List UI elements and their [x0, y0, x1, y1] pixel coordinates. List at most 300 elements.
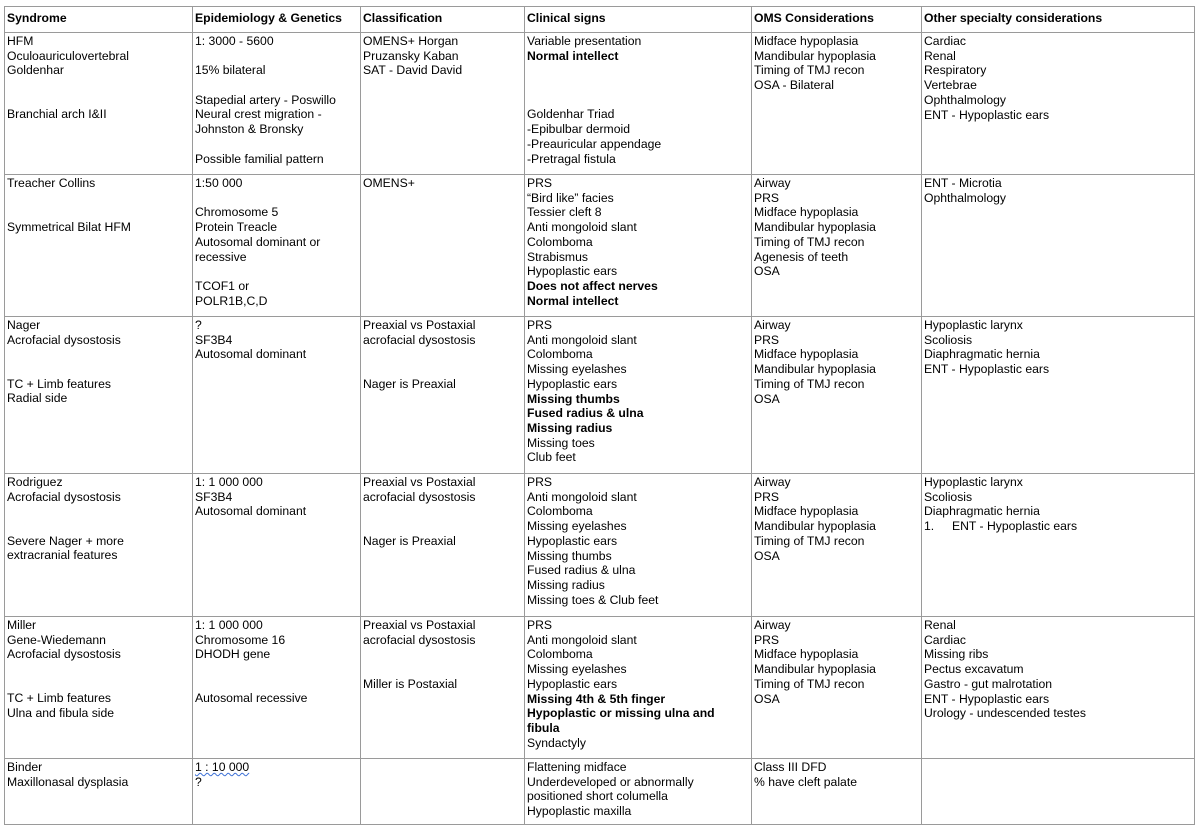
cell-text: Goldenhar — [7, 63, 64, 78]
cell-text: Acrofacial dysostosis — [7, 332, 121, 347]
table-row — [5, 317, 1195, 474]
cell-line — [527, 450, 749, 465]
cell-line — [527, 63, 749, 78]
cell-line — [924, 93, 1192, 108]
cell-text: Respiratory — [924, 63, 987, 78]
cell-line — [527, 333, 749, 348]
cell-line — [754, 633, 919, 648]
cell-line — [195, 691, 358, 706]
cell-text: Nager is Preaxial — [363, 376, 456, 391]
cell-text: POLR1B,C,D — [195, 293, 268, 308]
cell-text: ENT - Microtia — [924, 176, 1002, 190]
cell-line — [527, 662, 749, 677]
cell-line — [924, 519, 1192, 534]
cell-line — [924, 318, 1192, 333]
header-other-specialty: Other specialty considerations — [922, 7, 1195, 33]
cell-line — [527, 436, 749, 451]
cell-line — [195, 220, 358, 235]
cell-line — [527, 392, 749, 407]
cell-line — [363, 347, 522, 362]
cell-text: Colomboma — [527, 234, 593, 249]
cell-line — [527, 549, 749, 564]
cell-line — [754, 549, 919, 564]
cell-line — [7, 191, 190, 206]
cell-line — [754, 534, 919, 549]
cell-line — [754, 392, 919, 407]
cell-text: Timing of TMJ recon — [754, 376, 865, 391]
cell-line — [924, 63, 1192, 78]
cell-text: DHODH gene — [195, 647, 271, 662]
cell-text: positioned short columella — [527, 789, 668, 804]
cell-text: Hypoplastic ears — [527, 676, 618, 691]
cell-line — [924, 647, 1192, 662]
classification-cell — [361, 175, 525, 317]
clinical-signs-cell — [525, 33, 752, 175]
cell-line — [527, 220, 749, 235]
cell-line — [363, 519, 522, 534]
cell-text: Autosomal dominant or — [195, 234, 321, 249]
cell-line — [754, 519, 919, 534]
cell-line — [195, 647, 358, 662]
cell-text: Mandibular hypoplasia — [754, 220, 876, 235]
cell-line — [924, 34, 1192, 49]
cell-line — [754, 78, 919, 93]
cell-line — [195, 318, 358, 333]
classification-cell — [361, 33, 525, 175]
cell-text: ENT - Hypoplastic ears — [924, 362, 1050, 377]
cell-line — [527, 264, 749, 279]
cell-line — [195, 760, 358, 775]
cell-line — [7, 333, 190, 348]
cell-text: Chromosome 5 — [195, 205, 279, 220]
cell-text: PRS — [527, 618, 553, 632]
cell-text: Missing toes — [527, 435, 595, 450]
cell-text: Missing ribs — [924, 647, 989, 662]
cell-line — [195, 176, 358, 191]
header-classification: Classification — [361, 7, 525, 33]
cell-line — [7, 706, 190, 721]
cell-text: Midface hypoplasia — [754, 34, 859, 48]
cell-text: Pectus excavatum — [924, 662, 1024, 677]
oms-considerations-cell — [752, 33, 922, 175]
cell-line — [363, 34, 522, 49]
cell-line — [924, 176, 1192, 191]
other-specialty-cell — [922, 175, 1195, 317]
cell-text: Autosomal dominant — [195, 504, 307, 519]
cell-text: Diaphragmatic hernia — [924, 347, 1040, 362]
cell-line — [7, 377, 190, 392]
cell-line — [754, 475, 919, 490]
cell-text: Oculoauriculovertebral — [7, 48, 129, 63]
cell-text: Vertebrae — [924, 78, 977, 93]
cell-line — [527, 235, 749, 250]
cell-line — [363, 176, 522, 191]
cell-text: -Pretragal fistula — [527, 151, 616, 166]
oms-considerations-cell — [752, 317, 922, 474]
oms-considerations-cell — [752, 175, 922, 317]
cell-line — [363, 63, 522, 78]
cell-line — [527, 176, 749, 191]
syndrome-cell — [5, 617, 193, 759]
cell-text: OSA — [754, 691, 780, 706]
cell-text: 1 : 10 000 — [195, 760, 250, 774]
cell-line — [924, 692, 1192, 707]
cell-line — [7, 391, 190, 406]
cell-line — [527, 122, 749, 137]
cell-line — [195, 264, 358, 279]
cell-line — [527, 504, 749, 519]
cell-line — [527, 534, 749, 549]
cell-text: Class III DFD — [754, 760, 827, 774]
cell-line — [7, 490, 190, 505]
cell-text: PRS — [527, 318, 553, 332]
cell-text: Missing eyelashes — [527, 362, 627, 377]
cell-text: Miller — [7, 618, 37, 632]
cell-text: Ophthalmology — [924, 92, 1006, 107]
cell-text: acrofacial dysostosis — [363, 489, 476, 504]
cell-line — [924, 108, 1192, 123]
cell-text: OSA - Bilateral — [754, 78, 834, 93]
cell-line — [924, 633, 1192, 648]
cell-line — [527, 804, 749, 819]
cell-line — [754, 490, 919, 505]
cell-text: Midface hypoplasia — [754, 347, 859, 362]
cell-text: Colomboma — [527, 504, 593, 519]
cell-text: Mandibular hypoplasia — [754, 662, 876, 677]
cell-text: extracranial features — [7, 548, 118, 563]
cell-line — [924, 78, 1192, 93]
cell-line — [363, 318, 522, 333]
cell-line — [754, 176, 919, 191]
table-row — [5, 33, 1195, 175]
cell-text: Timing of TMJ recon — [754, 533, 865, 548]
oms-considerations-cell — [752, 474, 922, 617]
cell-line — [7, 548, 190, 563]
cell-line — [527, 250, 749, 265]
cell-text: Preaxial vs Postaxial — [363, 475, 476, 489]
cell-line — [7, 63, 190, 78]
cell-line — [754, 504, 919, 519]
cell-text: ENT - Hypoplastic ears — [952, 519, 1078, 534]
cell-line — [527, 362, 749, 377]
cell-text: Mandibular hypoplasia — [754, 362, 876, 377]
classification-cell — [361, 317, 525, 474]
cell-line — [363, 504, 522, 519]
cell-line — [754, 692, 919, 707]
cell-text: Preaxial vs Postaxial — [363, 318, 476, 332]
cell-line — [527, 519, 749, 534]
cell-text: Strabismus — [527, 249, 588, 264]
cell-line — [7, 347, 190, 362]
cell-text: Autosomal dominant — [195, 347, 307, 362]
cell-line — [527, 647, 749, 662]
cell-text: Gene-Wiedemann — [7, 632, 106, 647]
epidemiology-cell — [193, 759, 361, 825]
list-number: 1. — [924, 519, 935, 534]
cell-line — [7, 220, 190, 235]
cell-line — [7, 362, 190, 377]
cell-line — [924, 677, 1192, 692]
cell-line — [195, 294, 358, 309]
cell-text: Symmetrical Bilat HFM — [7, 220, 131, 235]
cell-line — [527, 618, 749, 633]
classification-cell — [361, 474, 525, 617]
cell-text: Hypoplastic ears — [527, 264, 618, 279]
cell-line — [754, 760, 919, 775]
cell-line — [7, 519, 190, 534]
cell-line — [195, 137, 358, 152]
cell-text: Rodriguez — [7, 475, 63, 489]
cell-line — [527, 137, 749, 152]
header-oms-considerations: OMS Considerations — [752, 7, 922, 33]
cell-text: Mandibular hypoplasia — [754, 48, 876, 63]
cell-line — [527, 490, 749, 505]
cell-text: Timing of TMJ recon — [754, 234, 865, 249]
syndrome-cell — [5, 175, 193, 317]
cell-line — [527, 706, 749, 735]
cell-text: SF3B4 — [195, 332, 233, 347]
clinical-signs-cell — [525, 175, 752, 317]
cell-text: Urology - undescended testes — [924, 706, 1086, 721]
cell-text: Hypoplastic ears — [527, 533, 618, 548]
table-row — [5, 175, 1195, 317]
cell-text: Binder — [7, 760, 43, 774]
cell-text: Nager — [7, 318, 41, 332]
cell-text: Acrofacial dysostosis — [7, 489, 121, 504]
cell-line — [7, 647, 190, 662]
cell-text: Fused radius & ulna — [527, 406, 644, 421]
classification-cell — [361, 617, 525, 759]
cell-line — [195, 333, 358, 348]
cell-line — [363, 662, 522, 677]
cell-text: 15% bilateral — [195, 63, 266, 78]
cell-text: Neural crest migration - — [195, 107, 322, 122]
cell-text: Missing toes & Club feet — [527, 592, 659, 607]
cell-text: Mandibular hypoplasia — [754, 519, 876, 534]
cell-text: Cardiac — [924, 34, 966, 48]
cell-line — [195, 677, 358, 692]
cell-line — [754, 333, 919, 348]
cell-text: Airway — [754, 176, 791, 190]
cell-line — [7, 633, 190, 648]
cell-line — [527, 677, 749, 692]
cell-line — [527, 34, 749, 49]
cell-line — [363, 618, 522, 633]
cell-line — [527, 775, 749, 790]
cell-line — [195, 49, 358, 64]
cell-line — [754, 250, 919, 265]
cell-line — [527, 563, 749, 578]
cell-text: Anti mongoloid slant — [527, 632, 637, 647]
cell-line — [195, 633, 358, 648]
cell-line — [754, 362, 919, 377]
cell-text: Underdeveloped or abnormally — [527, 774, 694, 789]
cell-text: Gastro - gut malrotation — [924, 676, 1053, 691]
cell-line — [754, 34, 919, 49]
cell-line — [7, 475, 190, 490]
cell-text: Pruzansky Kaban — [363, 48, 459, 63]
cell-text: Possible familial pattern — [195, 151, 324, 166]
other-specialty-cell — [922, 33, 1195, 175]
clinical-signs-cell — [525, 474, 752, 617]
other-specialty-cell — [922, 759, 1195, 825]
cell-line — [7, 205, 190, 220]
cell-line — [363, 475, 522, 490]
cell-text: Nager is Preaxial — [363, 533, 456, 548]
cell-line — [924, 706, 1192, 721]
cell-line — [195, 191, 358, 206]
header-syndrome: Syndrome — [5, 7, 193, 33]
syndrome-cell — [5, 317, 193, 474]
cell-text: ? — [195, 774, 202, 789]
cell-line — [754, 647, 919, 662]
header-clinical-signs: Clinical signs — [525, 7, 752, 33]
cell-line — [363, 377, 522, 392]
cell-line — [7, 93, 190, 108]
cell-line — [754, 677, 919, 692]
cell-line — [754, 347, 919, 362]
cell-text: 1: 3000 - 5600 — [195, 34, 274, 48]
syndrome-table — [4, 6, 1195, 825]
cell-line — [754, 49, 919, 64]
syndrome-cell — [5, 474, 193, 617]
cell-line — [527, 152, 749, 167]
cell-line — [195, 490, 358, 505]
cell-text: “Bird like” facies — [527, 190, 614, 205]
cell-text: PRS — [527, 176, 553, 190]
cell-text: -Epibulbar dermoid — [527, 122, 630, 137]
cell-text: OSA — [754, 548, 780, 563]
cell-text: Johnston & Bronsky — [195, 122, 304, 137]
cell-text: 1: 1 000 000 — [195, 475, 263, 489]
cell-text: PRS — [754, 632, 780, 647]
cell-line — [363, 647, 522, 662]
cell-text: Anti mongoloid slant — [527, 489, 637, 504]
cell-line — [195, 279, 358, 294]
cell-line — [363, 333, 522, 348]
cell-text: ENT - Hypoplastic ears — [924, 691, 1050, 706]
header-epidemiology: Epidemiology & Genetics — [193, 7, 361, 33]
cell-line — [527, 78, 749, 93]
cell-line — [527, 593, 749, 608]
cell-line — [195, 122, 358, 137]
cell-line — [527, 107, 749, 122]
cell-line — [924, 347, 1192, 362]
cell-text: Anti mongoloid slant — [527, 332, 637, 347]
cell-text: Timing of TMJ recon — [754, 676, 865, 691]
cell-text: Missing 4th & 5th finger — [527, 691, 666, 706]
cell-text: Diaphragmatic hernia — [924, 504, 1040, 519]
cell-line — [363, 677, 522, 692]
cell-text: Hypoplastic maxilla — [527, 804, 632, 819]
cell-text: Normal intellect — [527, 293, 619, 308]
cell-line — [195, 775, 358, 790]
cell-text: OMENS+ Horgan — [363, 34, 459, 48]
cell-line — [195, 504, 358, 519]
cell-text: PRS — [754, 489, 780, 504]
cell-line — [195, 34, 358, 49]
cell-text: Renal — [924, 48, 956, 63]
cell-text: -Preauricular appendage — [527, 136, 662, 151]
cell-text: Renal — [924, 618, 956, 632]
cell-line — [195, 475, 358, 490]
oms-considerations-cell — [752, 759, 922, 825]
classification-cell — [361, 759, 525, 825]
cell-line — [363, 362, 522, 377]
cell-text: Treacher Collins — [7, 176, 96, 190]
cell-text: Airway — [754, 475, 791, 489]
cell-text: Tessier cleft 8 — [527, 205, 602, 220]
cell-text: Does not affect nerves — [527, 278, 658, 293]
cell-line — [195, 93, 358, 108]
cell-text: HFM — [7, 34, 34, 48]
cell-text: TCOF1 or — [195, 278, 250, 293]
cell-line — [195, 235, 358, 250]
cell-line — [195, 662, 358, 677]
cell-line — [363, 633, 522, 648]
cell-text: Variable presentation — [527, 34, 642, 48]
cell-text: Club feet — [527, 450, 576, 465]
cell-text: PRS — [527, 475, 553, 489]
cell-line — [924, 333, 1192, 348]
cell-text: Midface hypoplasia — [754, 647, 859, 662]
cell-line — [7, 78, 190, 93]
epidemiology-cell — [193, 33, 361, 175]
epidemiology-cell — [193, 175, 361, 317]
cell-text: Normal intellect — [527, 48, 619, 63]
cell-line — [7, 775, 190, 790]
cell-text: Maxillonasal dysplasia — [7, 774, 129, 789]
cell-text: Airway — [754, 618, 791, 632]
cell-text: ? — [195, 318, 202, 332]
cell-line — [754, 235, 919, 250]
cell-line — [527, 318, 749, 333]
cell-line — [527, 205, 749, 220]
cell-text: Airway — [754, 318, 791, 332]
cell-line — [754, 264, 919, 279]
cell-line — [754, 618, 919, 633]
cell-text: Missing eyelashes — [527, 519, 627, 534]
cell-line — [363, 534, 522, 549]
cell-text: Acrofacial dysostosis — [7, 647, 121, 662]
cell-line — [924, 490, 1192, 505]
clinical-signs-cell — [525, 617, 752, 759]
cell-line — [195, 250, 358, 265]
cell-text: acrofacial dysostosis — [363, 632, 476, 647]
cell-line — [7, 662, 190, 677]
table-row — [5, 474, 1195, 617]
cell-text: Radial side — [7, 391, 68, 406]
oms-considerations-cell — [752, 617, 922, 759]
cell-line — [527, 760, 749, 775]
epidemiology-cell — [193, 317, 361, 474]
cell-line — [924, 618, 1192, 633]
syndrome-cell — [5, 759, 193, 825]
cell-line — [7, 618, 190, 633]
cell-line — [527, 789, 749, 804]
cell-text: Goldenhar Triad — [527, 107, 615, 122]
cell-line — [195, 347, 358, 362]
cell-text: TC + Limb features — [7, 691, 111, 706]
cell-line — [195, 205, 358, 220]
cell-line — [924, 475, 1192, 490]
cell-text: ENT - Hypoplastic ears — [924, 107, 1050, 122]
cell-text: Missing eyelashes — [527, 662, 627, 677]
cell-line — [195, 152, 358, 167]
cell-text: Ophthalmology — [924, 190, 1006, 205]
cell-line — [527, 347, 749, 362]
cell-line — [195, 618, 358, 633]
